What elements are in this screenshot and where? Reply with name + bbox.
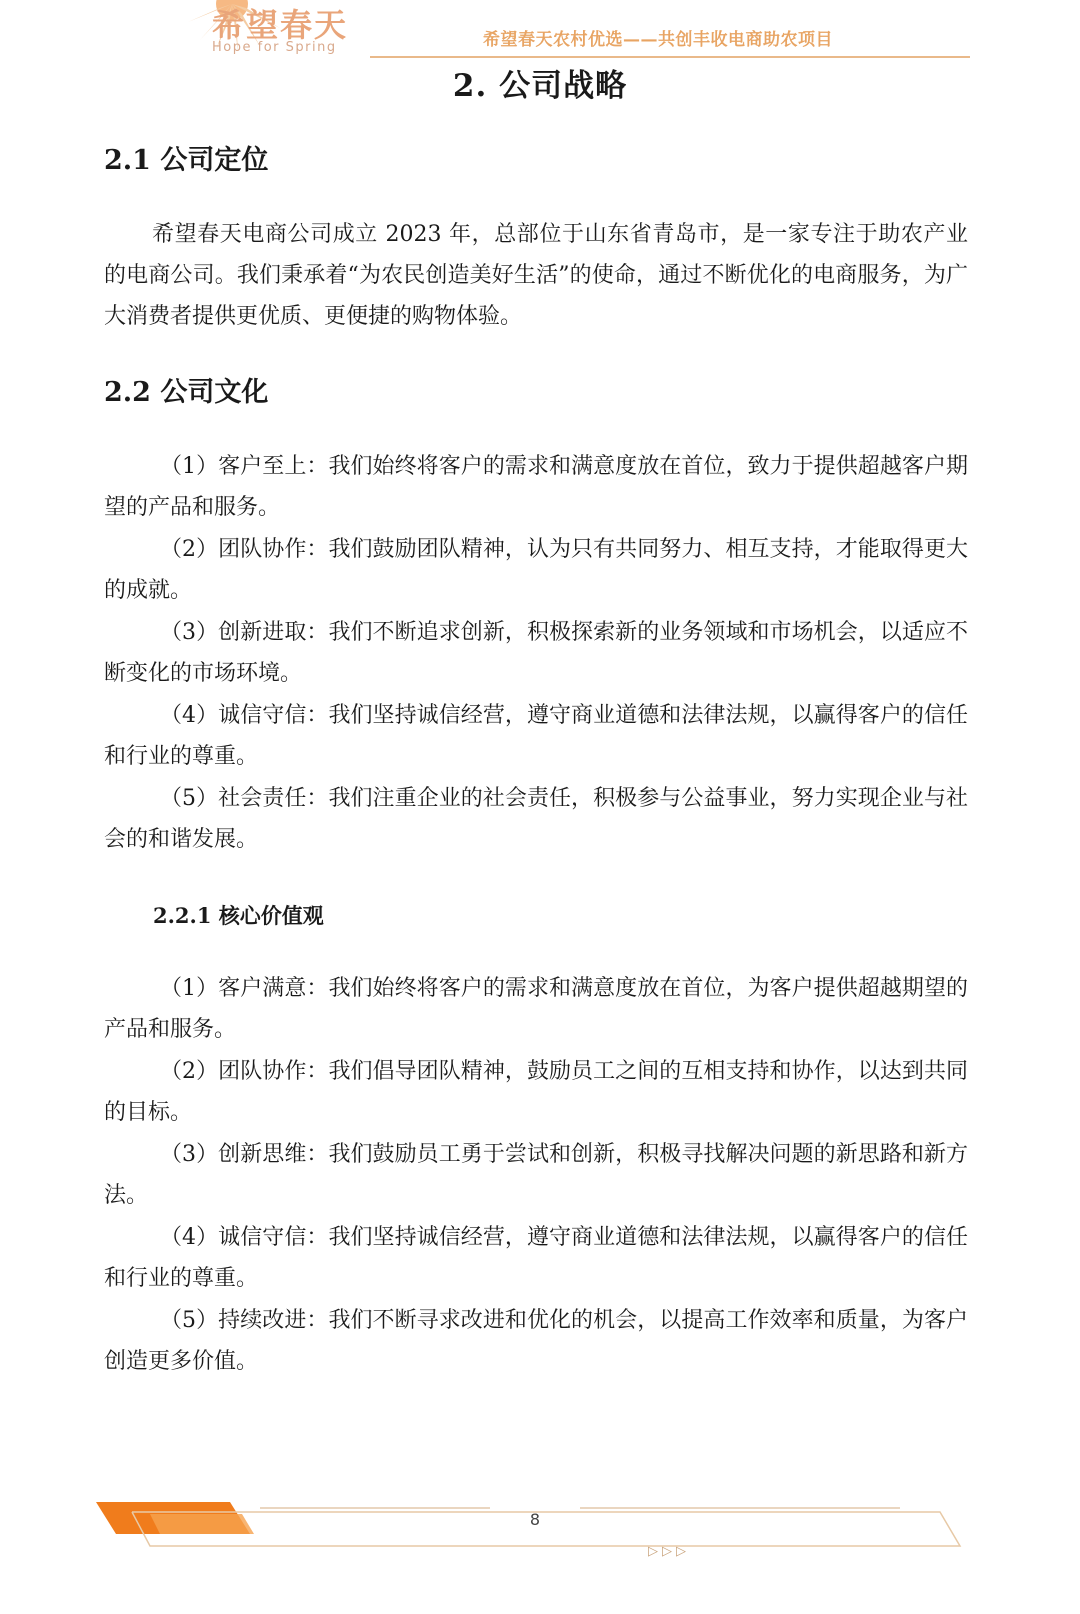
core-value-item-1: （1）客户满意：我们始终将客户的需求和满意度放在首位，为客户提供超越期望的产品和服务。 (104, 976, 968, 1042)
culture-item-2: （2）团队协作：我们鼓励团队精神，认为只有共同努力、相互支持，才能取得更大的成就。 (104, 537, 968, 603)
subsection-heading-2-2-1: 2.2.1 核心价值观 (153, 903, 324, 928)
culture-item-1: （1）客户至上：我们始终将客户的需求和满意度放在首位，致力于提供超越客户期望的产品和服务。 (104, 454, 968, 520)
page-number: 8 (529, 1510, 541, 1529)
core-value-item-4: （4）诚信守信：我们坚持诚信经营，遵守商业道德和法律法规，以赢得客户的信任和行业的尊重。 (104, 1225, 968, 1291)
section-heading-2-2: 2.2 公司文化 (104, 377, 269, 408)
culture-item-5: （5）社会责任：我们注重企业的社会责任，积极参与公益事业，努力实现企业与社会的和谐发展。 (104, 786, 968, 852)
paragraph-company-positioning: 希望春天电商公司成立 2023 年，总部位于山东省青岛市，是一家专注于助农产业的电商公司。我们秉承着“为农民创造美好生活”的使命，通过不断优化的电商服务，为广大消费者提供更优质、更便捷的购物体验。 (104, 222, 968, 329)
core-value-item-2: （2）团队协作：我们倡导团队精神，鼓励员工之间的互相支持和协作，以达到共同的目标。 (104, 1059, 968, 1125)
core-value-item-3: （3）创新思维：我们鼓励员工勇于尝试和创新，积极寻找解决问题的新思路和新方法。 (104, 1142, 968, 1208)
logo-subtitle: Hope for Spring (212, 40, 337, 55)
logo-text: 希望春天 (212, 6, 349, 44)
culture-item-3: （3）创新进取：我们不断追求创新，积极探索新的业务领域和市场机会，以适应不断变化的市场环境。 (104, 620, 968, 686)
footer-arrows-icon: ▷▷▷ (648, 1544, 690, 1559)
culture-item-4: （4）诚信守信：我们坚持诚信经营，遵守商业道德和法律法规，以赢得客户的信任和行业的尊重。 (104, 703, 968, 769)
core-value-item-5: （5）持续改进：我们不断寻求改进和优化的机会，以提高工作效率和质量，为客户创造更多价值。 (104, 1308, 968, 1374)
page-title: 2. 公司战略 (452, 68, 628, 104)
section-heading-2-1: 2.1 公司定位 (104, 145, 269, 176)
header-tagline: 希望春天农村优选——共创丰收电商助农项目 (483, 30, 833, 50)
header-divider (370, 56, 970, 58)
